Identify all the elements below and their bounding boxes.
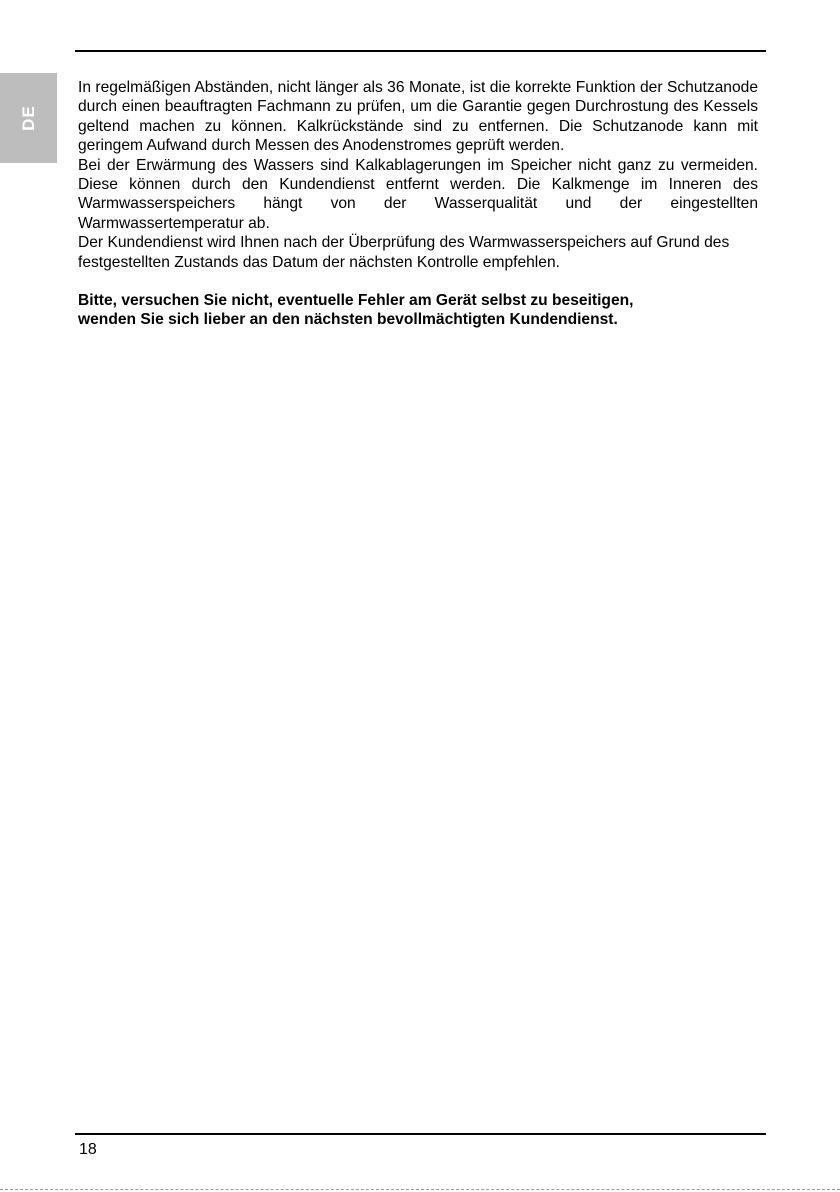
warning-line: Bitte, versuchen Sie nicht, eventuelle Fehler am Gerät selbst zu beseitigen, (78, 292, 634, 310)
paragraph-anode-check: In regelmäßigen Abständen, nicht länger als 36 Monate, ist die korrekte Funktion der Schutzanode durch einen beauftragten Fachmann zu prüfen, um die Garantie gegen Durchrostung des Kessels geltend machen zu können. Kalkrückstände sind zu entfernen. Die Schutzanode kann mit geringem Aufwand durch Messen des Anodenstromes geprüft werden. (78, 79, 758, 155)
language-tab (0, 73, 57, 163)
warning-notice (78, 291, 758, 330)
language-label: DE (18, 105, 38, 131)
header-rule (75, 50, 766, 52)
warning-line: wenden Sie sich lieber an den nächsten bevollmächtigten Kundendienst. (78, 311, 618, 329)
paragraph-limescale: Bei der Erwärmung des Wassers sind Kalkablagerungen im Speicher nicht ganz zu vermeiden. Diese können durch den Kundendienst entfernt werden. Die Kalkmenge im Inneren des Warmwasserspeichers hängt von der Wasserqualität und der eingestellten Warmwassertemperatur ab. (78, 156, 758, 232)
page-number: 18 (79, 1141, 97, 1158)
page-content (78, 78, 758, 330)
footer-rule (75, 1133, 766, 1135)
paragraph-service: Der Kundendienst wird Ihnen nach der Überprüfung des Warmwasserspeichers auf Grund des festgestellten Zustands das Datum der nächsten Kontrolle empfehlen. (78, 234, 730, 271)
page-edge-line (0, 1189, 840, 1190)
